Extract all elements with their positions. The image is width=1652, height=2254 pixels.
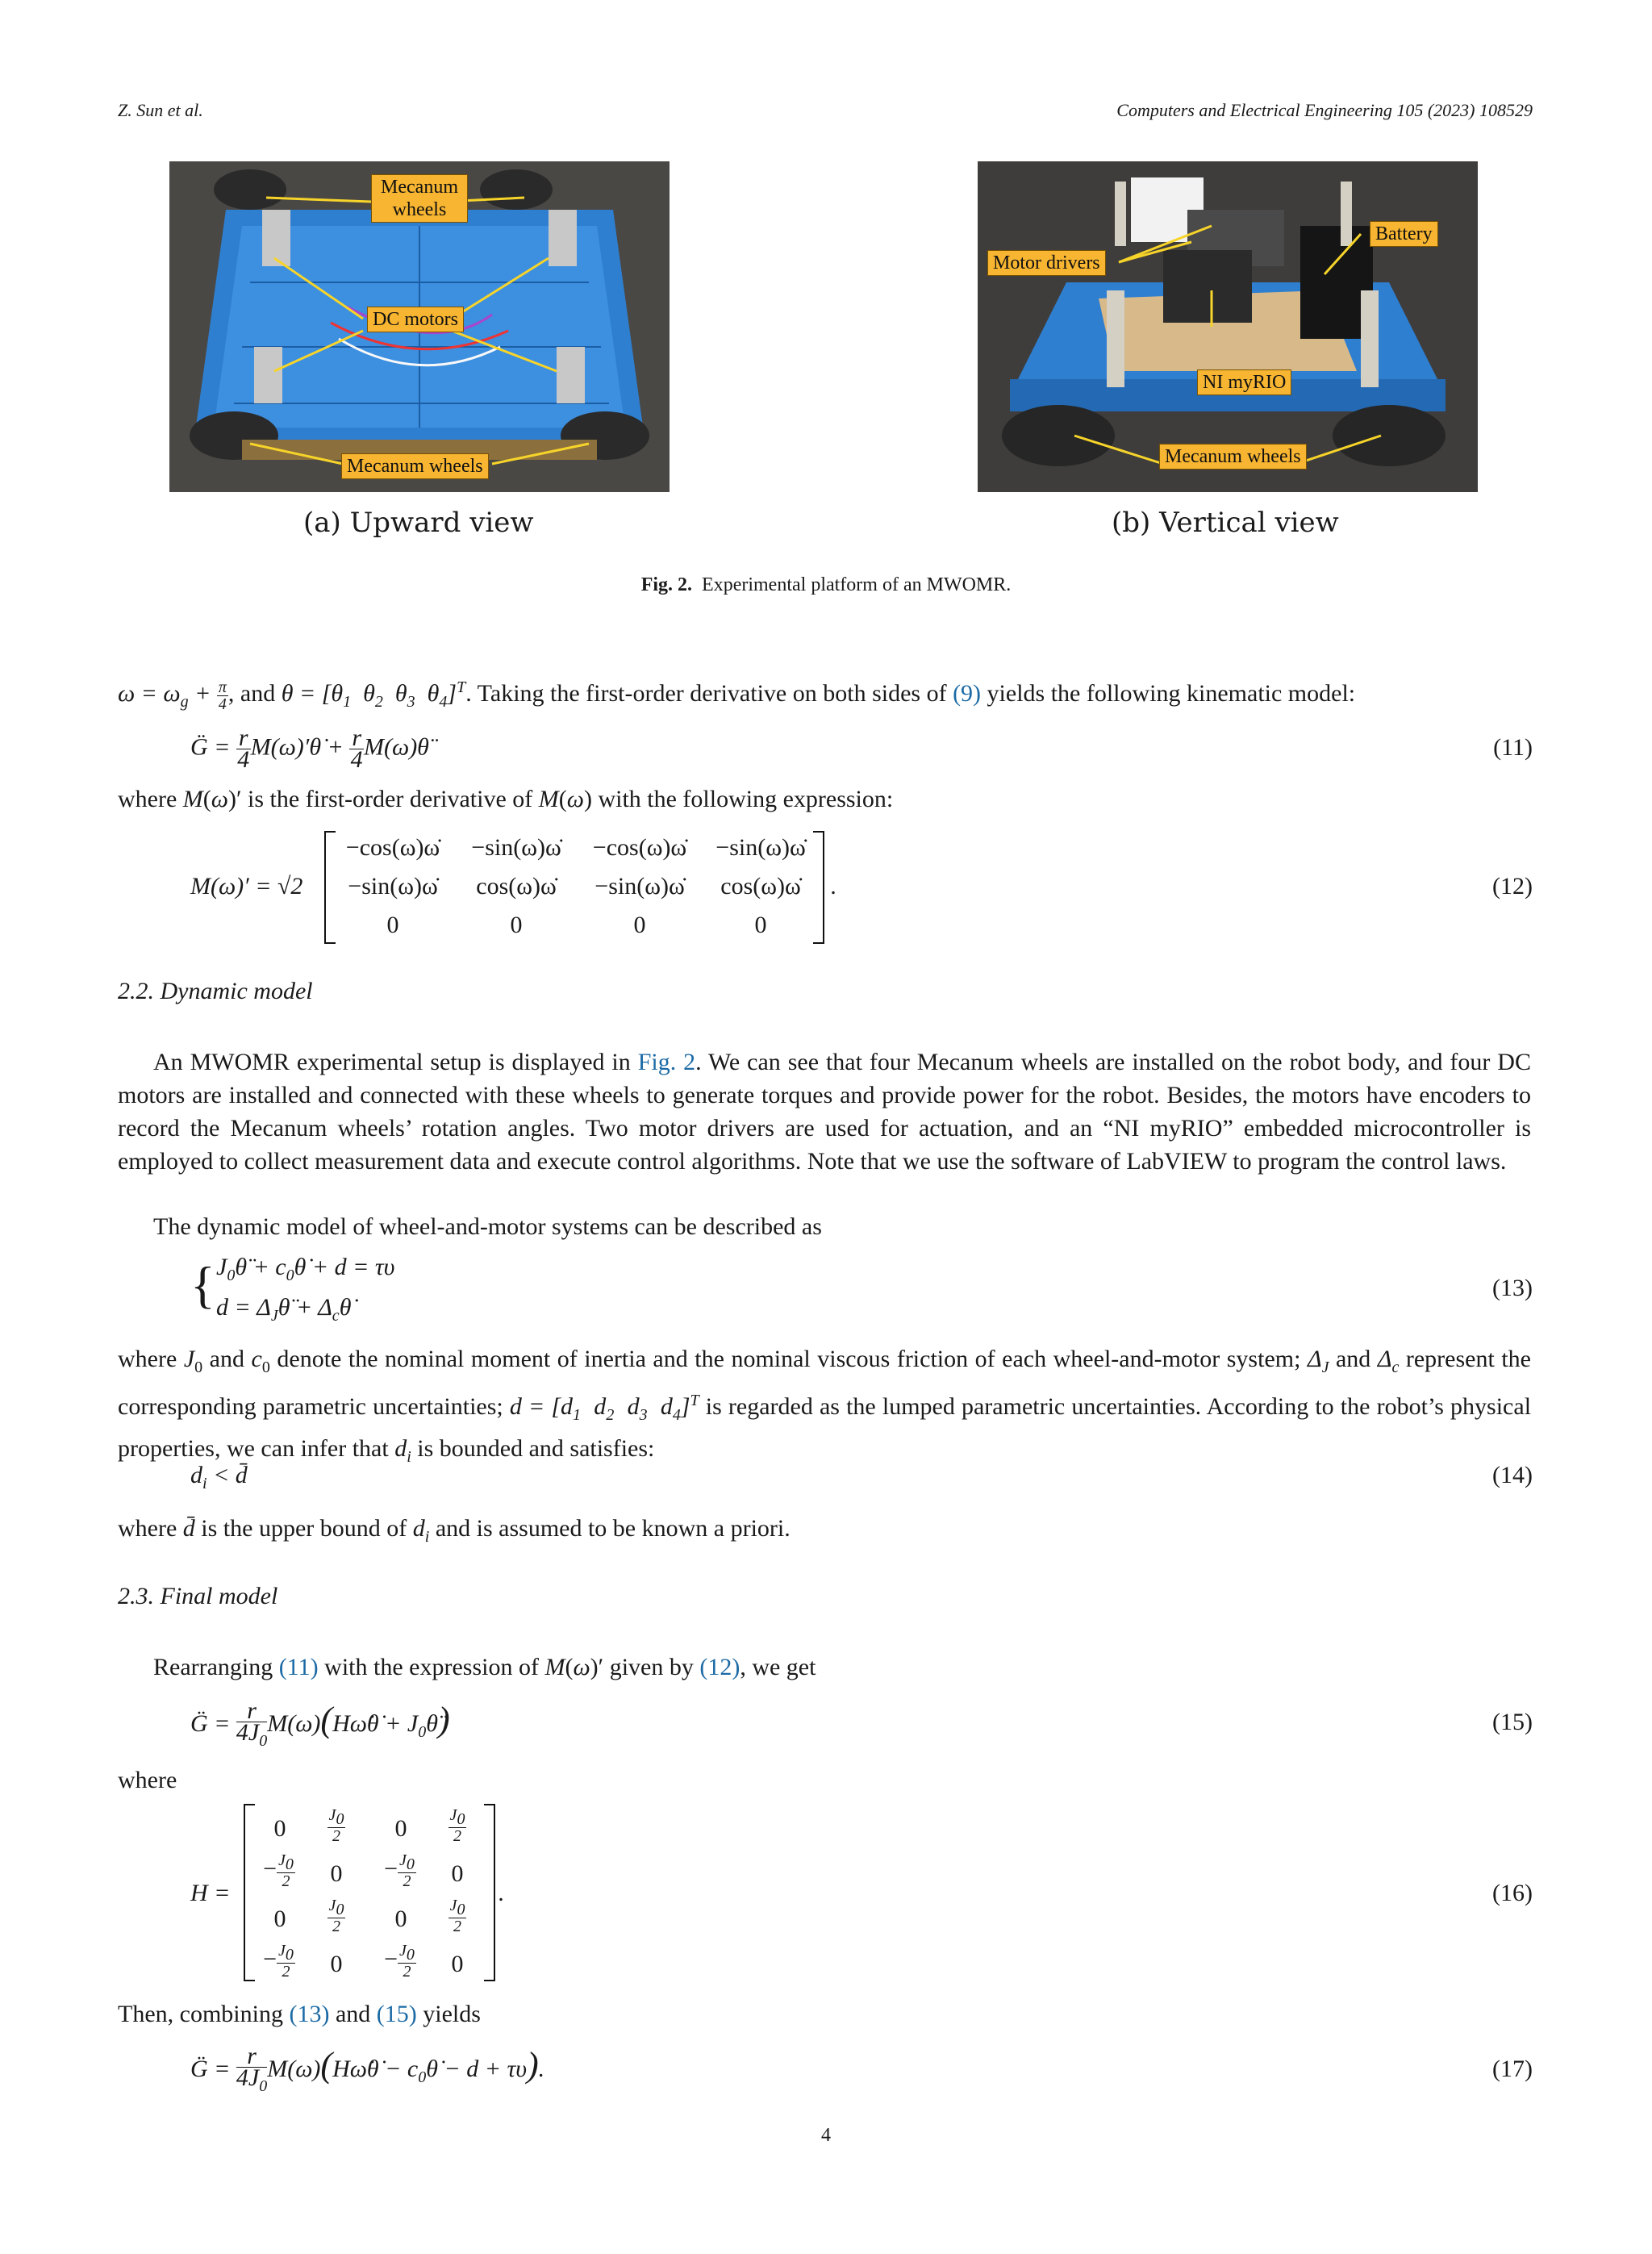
matrix-16-cell: $\frac{J_0}{2}$ xyxy=(449,1897,465,1935)
matrix-16-cell: 0 xyxy=(273,1905,286,1932)
eq-number-16: (16) xyxy=(1492,1880,1533,1906)
figure-photo-upward-view xyxy=(169,161,670,492)
ref-eq-15[interactable]: (15) xyxy=(376,2001,417,2027)
equation-13-line-1: $J_0\thetä$ + $c_0\thetȧ + d = \tau\upsilon$ xyxy=(216,1254,395,1284)
ref-eq-12[interactable]: (12) xyxy=(699,1654,740,1680)
figure-caption-text: Experimental platform of an MWOMR. xyxy=(702,574,1012,595)
paragraph-2: where M(ω)′ is the first-order derivative of M(ω) with the following expression: xyxy=(118,786,894,812)
matrix-16-cell: − $\frac{J_0}{2}$ xyxy=(263,1942,294,1981)
header-authors: Z. Sun et al. xyxy=(118,100,203,120)
equation-17: G̈ = $\frac{r}{4J_0}$ M(ω)(Hω̇θ̇ − $c_0\thetȧ - d + \tau\upsilon$). xyxy=(190,2042,545,2095)
matrix-16-cell: 0 xyxy=(394,1815,407,1842)
matrix-16-cell: $\frac{J_0}{2}$ xyxy=(328,1897,344,1935)
section-heading-2-3: 2.3. Final model xyxy=(118,1583,278,1609)
eq-number-14: (14) xyxy=(1492,1462,1533,1488)
subcaption-b: (b) Vertical view xyxy=(1112,507,1339,539)
theta-definition: $\theta = [\theta_1$ $\theta_2$ $\theta_3$ $\theta_4]^T$ xyxy=(281,678,466,711)
matrix-16-cell: 0 xyxy=(394,1905,407,1932)
header-journal: Computers and Electrical Engineering 105 (2023) 108529 xyxy=(1116,100,1533,120)
matrix-16-right-bracket xyxy=(484,1804,495,1981)
matrix-12-cell: −sin(ω)ω̇ xyxy=(715,834,806,861)
ref-fig-2[interactable]: Fig. 2 xyxy=(637,1049,696,1075)
matrix-16-cell: − $\frac{J_0}{2}$ xyxy=(384,1851,415,1890)
ref-eq-13[interactable]: (13) xyxy=(289,2001,330,2027)
matrix-12-cell: 0 xyxy=(386,912,399,938)
eq-number-11: (11) xyxy=(1493,734,1533,761)
where-label: where xyxy=(118,1767,177,1793)
figure-caption xyxy=(0,574,1652,596)
equation-13-brace: { xyxy=(190,1256,215,1313)
matrix-16-cell: 0 xyxy=(451,1860,464,1887)
matrix-16-cell: 0 xyxy=(330,1951,343,1977)
label-motor-drivers: Motor drivers xyxy=(987,250,1106,276)
matrix-12-cell: −cos(ω)ω̇ xyxy=(345,834,440,861)
matrix-12-cell: −sin(ω)ω̇ xyxy=(471,834,561,861)
label-dc-motors: DC motors xyxy=(367,307,464,332)
matrix-16-cell: $\frac{J_0}{2}$ xyxy=(449,1806,465,1845)
equation-13-line-2: $d = \Delta_J\thetä$ + $\Delta_c\thetȧ$ xyxy=(216,1294,352,1325)
matrix-12-cell: −cos(ω)ω̇ xyxy=(592,834,687,861)
ref-eq-9[interactable]: (9) xyxy=(953,680,982,707)
robot-vertical-illustration xyxy=(978,161,1478,492)
equation-11: G̈ = $\frac{r}{4}$ M(ω)′θ̇ + $\frac{r}{4}$ M(ω)θ̈ xyxy=(190,724,429,773)
paragraph-7: Rearranging (11) with the expression of M(ω)′ given by (12), we get xyxy=(153,1654,816,1680)
eq-number-15: (15) xyxy=(1492,1709,1533,1735)
matrix-12-cell: −sin(ω)ω̇ xyxy=(348,873,438,900)
matrix-12-cell: 0 xyxy=(510,912,523,938)
matrix-16-cell: − $\frac{J_0}{2}$ xyxy=(263,1851,294,1890)
paragraph-1: $\omega = \omega_g$ + $\frac{\pi}{4}$ , and $\theta = [\theta_1$ $\theta_2$ $\theta_3$ $\theta_4]^T$. Taking the first-order derivative on both sides of (9) yields the following kinematic model: xyxy=(118,678,1356,713)
equation-12-lhs: M(ω)′ = √2 xyxy=(190,873,303,900)
omega-definition: $\omega = \omega_g$ + $\frac{\pi}{4}$ xyxy=(118,678,227,713)
paragraph-4: The dynamic model of wheel-and-motor systems can be described as xyxy=(153,1213,822,1240)
matrix-16-cell: − $\frac{J_0}{2}$ xyxy=(384,1942,415,1981)
paragraph-5: where $J_0$ and $c_0$ denote the nominal moment of inertia and the nominal viscous friction of each wheel-and-motor system; $\Delta_J$ and $\Delta_c$ represent the corresponding parametric uncertainties; $d = [d_1$ $d_2$ $d_3$ $d_4]^T$ is regarded as the lumped parametric uncertainties. According to the robot’s physical properties, we can infer that $d_i$ is bounded and satisfies: xyxy=(118,1346,1532,1466)
equation-15: G̈ = $\frac{r}{4J_0}$ M(ω)(Hω̇θ̇ + $J_0\thetä$) xyxy=(190,1697,450,1750)
eq-number-17: (17) xyxy=(1492,2056,1533,2082)
label-mecanum-wheels-bottom: Mecanum wheels xyxy=(341,453,489,479)
label-battery: Battery xyxy=(1370,221,1438,247)
matrix-12-cell: 0 xyxy=(754,912,767,938)
matrix-16-cell: $\frac{J_0}{2}$ xyxy=(328,1806,344,1845)
matrix-16-cell: 0 xyxy=(451,1951,464,1977)
matrix-16-cell: 0 xyxy=(273,1815,286,1842)
figure-photo-vertical-view xyxy=(978,161,1478,492)
paragraph-8: Then, combining (13) and (15) yields xyxy=(118,2001,481,2027)
matrix-16-cell: 0 xyxy=(330,1860,343,1887)
paragraph-6: where d̄ is the upper bound of $d_i$ and is assumed to be known a priori. xyxy=(118,1515,791,1546)
page-number: 4 xyxy=(821,2125,831,2146)
equation-14: $d_i$ < d̄ xyxy=(190,1462,248,1492)
matrix-12-cell: 0 xyxy=(633,912,646,938)
label-mecanum-wheels-b: Mecanum wheels xyxy=(1159,444,1307,470)
subcaption-a: (a) Upward view xyxy=(303,507,534,539)
label-mecanum-wheels-top: Mecanum wheels xyxy=(371,174,468,223)
label-ni-myrio: NI myRIO xyxy=(1197,369,1291,395)
eq-number-12: (12) xyxy=(1492,873,1533,900)
ref-eq-11[interactable]: (11) xyxy=(278,1654,319,1680)
matrix-12-cell: −sin(ω)ω̇ xyxy=(594,873,685,900)
matrix-12-cell: cos(ω)ω̇ xyxy=(476,873,557,900)
eq-number-13: (13) xyxy=(1492,1275,1533,1301)
matrix-12-cell: cos(ω)ω̇ xyxy=(720,873,801,900)
paragraph-3: An MWOMR experimental setup is displayed in Fig. 2. We can see that four Mecanum wheels are installed on the robot body, and four DC motors are installed and connected with these wheels to generate torques and provide power for the robot. Besides, the motors have encoders to record the Mecanum wheels’ rotation angles. Two motor drivers are used for actuation, and an “NI myRIO” embedded microcontroller is employed to collect measurement data and execute control algorithms. Note that we use the software of LabVIEW to program the control laws. xyxy=(118,1049,1531,1175)
section-heading-2-2: 2.2. Dynamic model xyxy=(118,978,313,1004)
figure-caption-label: Fig. 2. xyxy=(640,574,693,595)
equation-16-lhs: H = xyxy=(190,1880,231,1906)
